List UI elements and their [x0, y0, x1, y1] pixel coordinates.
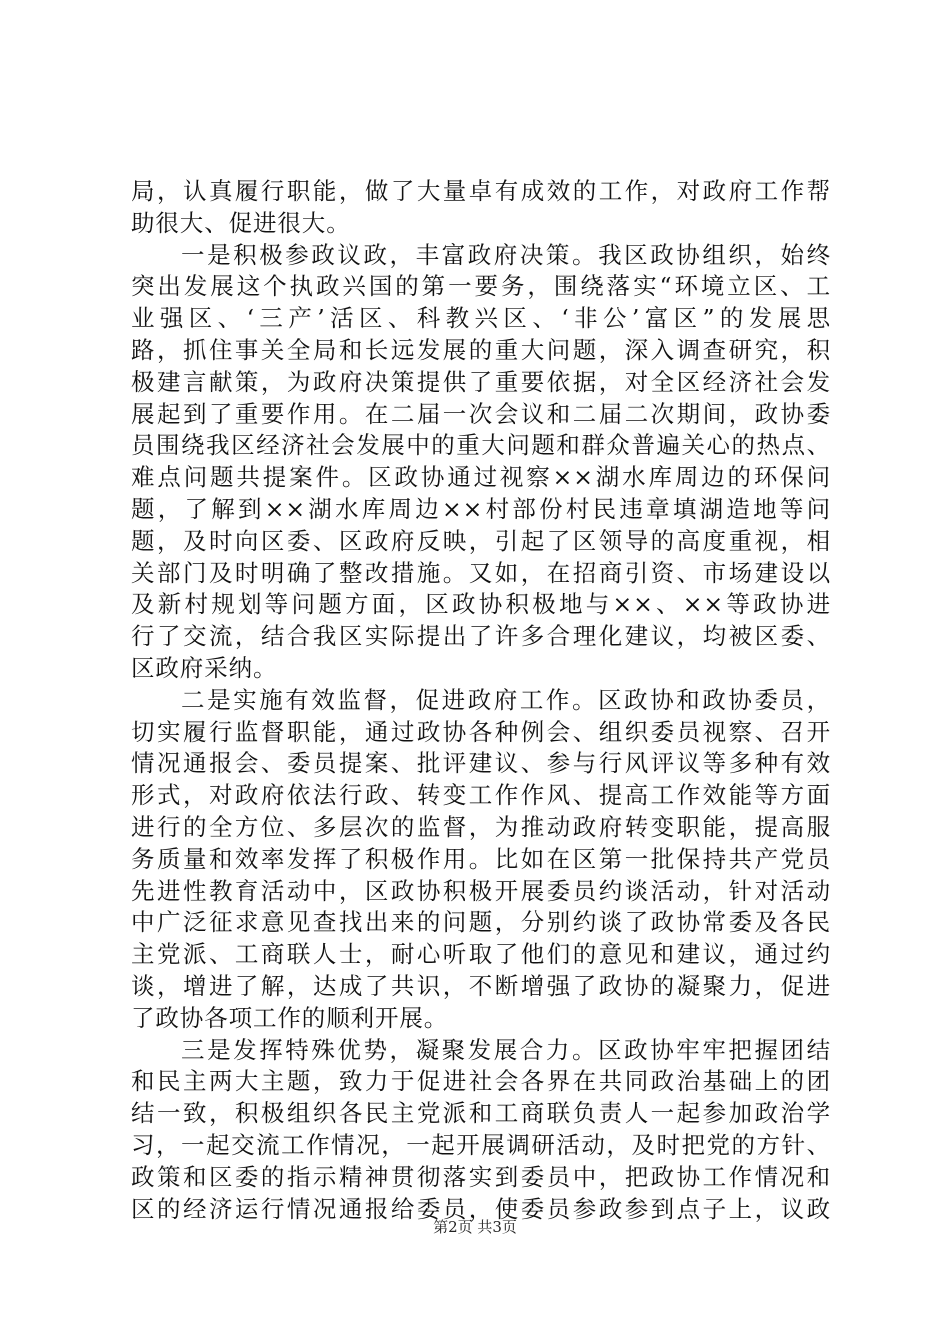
text-line: 形式，对政府依法行政、转变工作作风、提高工作效能等方面: [131, 781, 831, 810]
text-line: 题，了解到××湖水库周边××村部份村民违章填湖造地等问: [131, 494, 831, 523]
text-line: 政策和区委的指示精神贯彻落实到委员中，把政协工作情况和: [131, 1162, 831, 1191]
text-line: 区的经济运行情况通报给委员，使委员参政参到点子上，议政: [131, 1194, 831, 1223]
text-line: 情况通报会、委员提案、批评建议、参与行风评议等多种有效: [131, 749, 831, 778]
text-line: 展起到了重要作用。在二届一次会议和二届二次期间，政协委: [131, 399, 831, 428]
text-line: 难点问题共提案件。区政协通过视察××湖水库周边的环保问: [131, 463, 831, 492]
text-line: 三是发挥特殊优势，凝聚发展合力。区政协牢牢把握团结: [181, 1035, 831, 1064]
text-line: 突出发展这个执政兴国的第一要务，围绕落实“环境立区、工: [131, 272, 831, 301]
text-line: 和民主两大主题，致力于促进社会各界在共同政治基础上的团: [131, 1067, 831, 1096]
text-line: 局，认真履行职能，做了大量卓有成效的工作，对政府工作帮: [131, 177, 831, 205]
text-line: 了政协各项工作的顺利开展。: [131, 1003, 449, 1032]
text-line: 务质量和效率发挥了积极作用。比如在区第一批保持共产党员: [131, 844, 831, 873]
text-line: 主党派、工商联人士，耐心听取了他们的意见和建议，通过约: [131, 940, 831, 969]
page-number-footer: 第2页 共3页: [433, 1218, 517, 1236]
text-line: 业强区、‘三产’活区、科教兴区、‘非公’富区”的发展思: [131, 304, 831, 333]
text-line: 员围绕我区经济社会发展中的重大问题和群众普遍关心的热点、: [131, 431, 831, 460]
text-line: 助很大、促进很大。: [131, 208, 351, 237]
text-line: 区政府采纳。: [131, 653, 278, 682]
text-line: 中广泛征求意见查找出来的问题，分别约谈了政协常委及各民: [131, 908, 831, 937]
text-line: 谈，增进了解，达成了共识，不断增强了政协的凝聚力，促进: [131, 971, 831, 1000]
text-line: 路，抓住事关全局和长远发展的重大问题，深入调查研究，积: [131, 335, 831, 364]
body-text: [131, 176, 831, 1225]
text-line: 切实履行监督职能，通过政协各种例会、组织委员视察、召开: [131, 717, 831, 746]
text-line: 极建言献策，为政府决策提供了重要依据，对全区经济社会发: [131, 367, 831, 396]
text-line: 一是积极参政议政，丰富政府决策。我区政协组织，始终: [181, 240, 831, 269]
text-line: 题，及时向区委、区政府反映，引起了区领导的高度重视，相: [131, 526, 831, 555]
text-line: 行了交流，结合我区实际提出了许多合理化建议，均被区委、: [131, 622, 831, 651]
text-line: 关部门及时明确了整改措施。又如，在招商引资、市场建设以: [131, 558, 831, 587]
text-line: 结一致，积极组织各民主党派和工商联负责人一起参加政治学: [131, 1099, 831, 1128]
text-line: 及新村规划等问题方面，区政协积极地与××、××等政协进: [131, 590, 831, 619]
text-line: 习，一起交流工作情况，一起开展调研活动，及时把党的方针、: [131, 1130, 831, 1159]
text-line: 进行的全方位、多层次的监督，为推动政府转变职能，提高服: [131, 812, 831, 841]
text-line: 先进性教育活动中，区政协积极开展委员约谈活动，针对活动: [131, 876, 831, 905]
text-line: 二是实施有效监督，促进政府工作。区政协和政协委员，: [181, 685, 831, 714]
